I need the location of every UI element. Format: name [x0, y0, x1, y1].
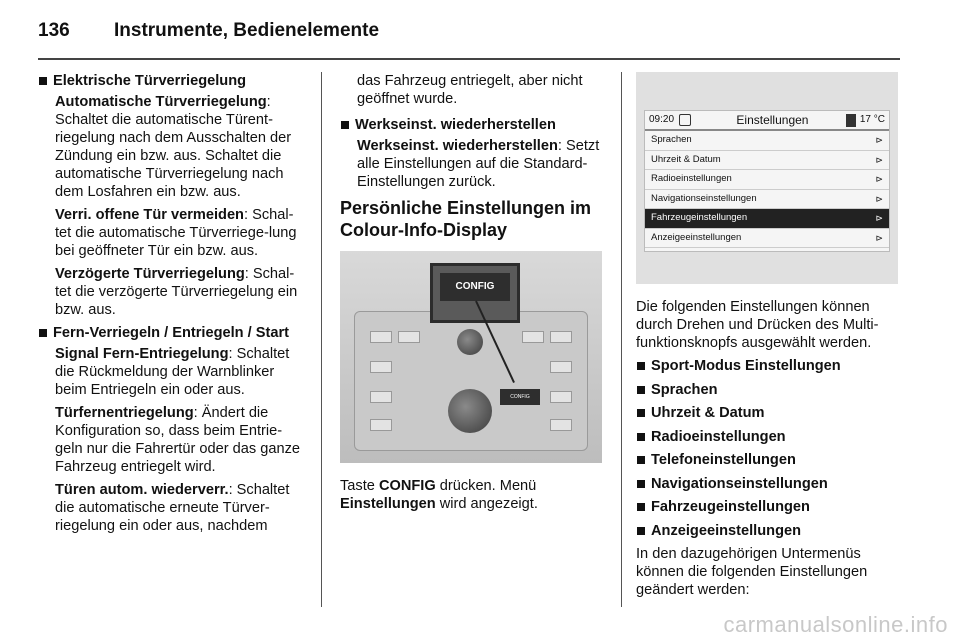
- preset-key: [522, 331, 544, 343]
- caption-text: Taste: [340, 478, 379, 494]
- section-heading: Persönliche Einstellungen im Colour-Info-Display: [340, 198, 592, 240]
- figure-caption: [340, 477, 606, 513]
- setting-entry: [38, 93, 306, 201]
- settings-display: [644, 110, 890, 252]
- setting-term: Automatische Türverriegelung: [55, 94, 267, 110]
- setting-entry: [340, 137, 606, 191]
- multifunction-knob: [448, 389, 492, 433]
- column-2: [340, 72, 606, 518]
- page-number: 136: [38, 20, 70, 41]
- setting-term: Verri. offene Tür vermeiden: [55, 207, 244, 223]
- function-key: [550, 391, 572, 403]
- setting-description: : Schal-tet die automatische Türverriege-lung bei geöffneter Tür ein bzw. aus.: [55, 207, 297, 259]
- function-key: [550, 419, 572, 431]
- chevron-right-icon: ⊳: [875, 174, 883, 185]
- caption-key-name: CONFIG: [378, 478, 436, 494]
- bullet-heading: Elektrische Türverriegelung: [38, 72, 306, 90]
- display-status-bar: [645, 111, 889, 131]
- display-menu-item[interactable]: [645, 170, 889, 190]
- thermometer-icon: [846, 114, 856, 127]
- settings-bullet-item: Anzeigeeinstellungen: [636, 522, 904, 540]
- volume-knob: [457, 329, 483, 355]
- setting-term: Werkseinst. wiederherstellen: [357, 138, 558, 154]
- column-3: [636, 72, 904, 604]
- display-menu-label: Uhrzeit & Datum: [651, 153, 721, 165]
- setting-description: : Schaltet die automatische erneute Türver-riegelung ein oder aus, nachdem: [55, 482, 290, 534]
- watermark: carmanualsonline.info: [723, 612, 948, 637]
- preset-key: [550, 331, 572, 343]
- column-1: [38, 72, 306, 540]
- setting-term: Türfernentriegelung: [55, 405, 194, 421]
- settings-bullet-item: Sprachen: [636, 381, 904, 399]
- display-menu-item[interactable]: [645, 131, 889, 151]
- display-menu-list: [645, 131, 889, 248]
- function-key: [370, 391, 392, 403]
- settings-bullet-item: Telefoneinstellungen: [636, 451, 904, 469]
- display-menu-label: Radioeinstellungen: [651, 173, 732, 185]
- config-key: CONFIG: [500, 389, 540, 405]
- setting-description: : Schal-tet die verzögerte Türverriegelung ein bzw. aus.: [55, 266, 298, 318]
- display-temperature: 17 °C: [859, 114, 885, 125]
- function-key: [550, 361, 572, 373]
- preset-key: [398, 331, 420, 343]
- chevron-right-icon: ⊳: [875, 213, 883, 224]
- setting-entry: [38, 345, 306, 399]
- bullet-heading: Fern-Verriegeln / Entriegeln / Start: [38, 324, 306, 342]
- setting-term: Signal Fern-Entriegelung: [55, 346, 229, 362]
- chevron-right-icon: ⊳: [875, 154, 883, 165]
- display-menu-item[interactable]: [645, 229, 889, 249]
- chapter-title: Instrumente, Bedienelemente: [114, 20, 380, 41]
- setting-entry: [38, 265, 306, 319]
- settings-bullet-item: Navigationseinstellungen: [636, 475, 904, 493]
- chevron-right-icon: ⊳: [875, 193, 883, 204]
- preset-key: [370, 331, 392, 343]
- setting-description: : Schaltet die automatische Türent-riegelung nach dem Ausschalten der Zündung ein bzw. aus. Schaltet die automatische Türverriegelung nach dem Losfahren ein bzw. aus.: [55, 94, 292, 200]
- chevron-right-icon: ⊳: [875, 232, 883, 243]
- display-menu-label: Fahrzeugeinstellungen: [651, 212, 748, 224]
- config-button-callout: CONFIG: [440, 273, 510, 301]
- chevron-right-icon: ⊳: [875, 135, 883, 146]
- clock-icon: [679, 114, 691, 126]
- display-menu-label: Navigationseinstellungen: [651, 192, 757, 204]
- display-menu-item[interactable]: [645, 209, 889, 229]
- console-photo: [340, 251, 602, 463]
- function-key: [370, 361, 392, 373]
- setting-entry: [38, 206, 306, 260]
- display-menu-label: Sprachen: [651, 134, 692, 146]
- setting-term: Türen autom. wiederverr.: [55, 482, 229, 498]
- caption-text: drücken. Menü: [435, 478, 537, 494]
- bullet-heading: Werkseinst. wiederherstellen: [340, 116, 606, 134]
- settings-bullet-item: Sport-Modus Einstellungen: [636, 357, 904, 375]
- setting-entry: [38, 404, 306, 476]
- display-figure: [636, 72, 898, 284]
- column-divider-1: [321, 72, 322, 607]
- caption-text: wird angezeigt.: [435, 496, 538, 512]
- header-divider: [38, 58, 900, 60]
- caption-menu-name: Einstellungen: [340, 496, 436, 512]
- display-menu-item[interactable]: [645, 190, 889, 210]
- display-title: Einstellungen: [736, 113, 809, 127]
- setting-description: : Ändert die Konfiguration so, dass beim Entrie-geln nur die Fahrertür oder das ganze Fahrzeug entriegelt wird.: [55, 405, 301, 475]
- intro-paragraph: Die folgenden Einstellungen können durch Drehen und Drücken des Multi-funktionsknopfs ausgewählt werden.: [636, 299, 879, 351]
- setting-entry: [38, 481, 306, 535]
- display-menu-item[interactable]: [645, 151, 889, 171]
- function-key: [370, 419, 392, 431]
- column-divider-2: [621, 72, 622, 607]
- setting-description: : Schaltet die Rückmeldung der Warnblinker beim Entriegeln ein oder aus.: [55, 346, 290, 398]
- page-header: [38, 20, 379, 50]
- setting-description: : Setzt alle Einstellungen auf die Standard-Einstellungen zurück.: [357, 138, 600, 190]
- settings-bullet-item: Radioeinstellungen: [636, 428, 904, 446]
- settings-bullet-item: Uhrzeit & Datum: [636, 404, 904, 422]
- settings-bullet-item: Fahrzeugeinstellungen: [636, 498, 904, 516]
- outro-paragraph: In den dazugehörigen Untermenüs können die folgenden Einstellungen geändert werden:: [636, 546, 868, 598]
- display-menu-label: Anzeigeeinstellungen: [651, 231, 742, 243]
- setting-term: Verzögerte Türverriegelung: [55, 266, 245, 282]
- display-clock: 09:20: [649, 114, 675, 125]
- settings-bullet-list: [636, 357, 904, 540]
- continued-text: das Fahrzeug entriegelt, aber nicht geöffnet wurde.: [357, 73, 583, 107]
